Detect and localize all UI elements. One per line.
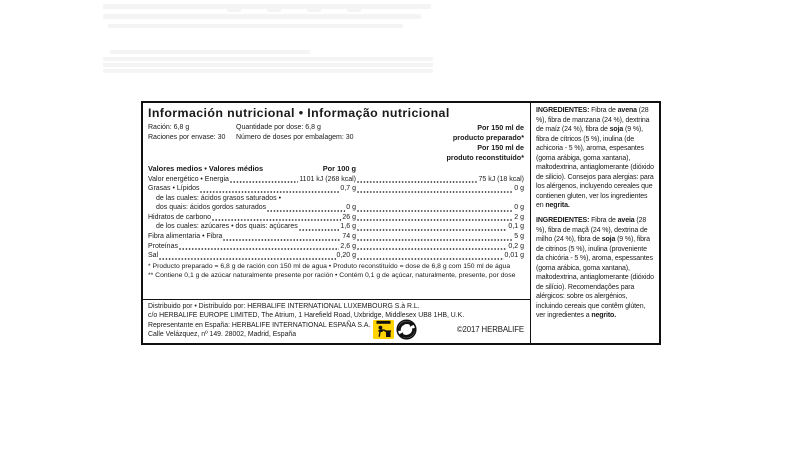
average-values-header: Valores medios • Valores médios [148,164,264,173]
servings-per-pack-pt: Número de doses por embalagem: 30 [236,133,354,141]
nutrition-table [143,175,530,261]
serving-size-pt: Quantidade por dose: 6,8 g [236,124,321,131]
per-150ml-line: Por 150 ml de [477,142,524,152]
per-100g-column-header: Por 100 g [322,164,356,173]
value-per-150ml: 0,01 g [504,252,524,260]
ingredients-pt: INGREDIENTES: Fibra de aveia (28 %), fibra de maçã (24 %), dextrina de milho (24 %), fibra de soja (9 %), fibra de citrinos (5 %), inulina (proveniente da chicória - 5 %), aroma, espessantes (goma arábica, goma xantana), maltodextrina, antiaglomerante (dióxido de silício). Recomendações para alérgicos: sobre os alergénios, incluindo cereais que contêm glúten, ver ingredientes a negrito. [536,217,654,320]
nutrient-label: Sal [148,252,159,260]
servings-per-pack-es: Raciones por envase: 30 [148,133,226,141]
serving-size-es: Ración: 6,8 g [148,124,190,131]
value-per-100g: 0,7 g [340,185,356,193]
nutrition-row [143,242,530,252]
value-per-100g: 1,6 g [340,223,356,231]
footnotes [148,262,524,281]
nutrient-label: Proteínas [148,242,178,250]
nutrition-facts-column [143,103,531,343]
nutrient-label: Hidratos de carbono [148,213,212,221]
distributor-line: c/o HERBALIFE EUROPE LIMITED, The Atrium, 1 Harefield Road, Uxbridge, Middlesex UB8 1HB, U.K. [148,312,465,320]
value-per-100g: 1101 kJ (268 kcal) [299,175,356,183]
per-150ml-column-header [447,123,524,163]
nutrient-label: Grasas • Lípidos [148,185,200,193]
nutrient-label: de las cuales: ácidos grasos saturados • [156,194,282,202]
value-per-100g: 2,6 g [340,242,356,250]
label-title: Información nutricional • Informação nutricional [148,106,450,120]
ingredients-es: INGREDIENTES: Fibra de avena (28 %), fibra de manzana (24 %), dextrina de maíz (24 %), fibra de soja (9 %), fibra de cítricos (5 %), inulina (de achicoria - 5 %), aroma, espesantes (goma arábiga, goma xantana), maltodextrina, antiaglomerante (dióxido de silicio). Consejos para alergias: para los alérgenos, incluyendo cereales que contienen gluten, ver los ingredientes en negrita. [536,107,654,210]
nutrition-row [143,194,530,204]
nutrition-label [141,101,661,345]
per-150ml-line: producto preparado* [452,132,524,142]
faded-print-artifact [0,0,800,80]
distributor-line: Calle Velázquez, nº 149. 28002, Madrid, España [148,331,297,339]
value-per-100g: 26 g [342,213,356,221]
distributor-line: Representante en España: HERBALIFE INTERNATIONAL ESPAÑA S.A. [148,321,371,329]
value-per-100g: 0,20 g [336,252,356,260]
nutrient-label: dos quais: ácidos gordos saturados [156,204,267,212]
serving-info [148,123,524,163]
nutrient-label: Valor energético • Energia [148,175,229,183]
value-per-100g: 74 g [342,233,356,241]
table-header-row [143,163,530,175]
nutrition-row [143,203,530,213]
nutrition-row [143,232,530,242]
recicla-tidyman-logo [373,320,394,339]
value-per-150ml: 0,2 g [508,242,524,250]
value-per-150ml: 0 g [514,185,524,193]
per-150ml-line: produto reconstituído* [446,152,524,162]
nutrient-label: Fibra alimentaria • Fibra [148,233,223,241]
value-per-150ml: 2 g [514,213,524,221]
nutrition-row [143,213,530,223]
value-per-150ml: 0 g [514,204,524,212]
value-per-150ml: 75 kJ (18 kcal) [478,175,524,183]
footnote-prepared-product: * Producto preparado = 6,8 g de ración con 150 ml de agua • Produto reconstituído = dose de 6,8 g com 150 ml de água [148,262,511,270]
nutrition-row [143,184,530,194]
nutrition-row [143,222,530,232]
distributor-section [143,299,530,343]
certification-logos [373,319,524,340]
nutrition-row [143,175,530,185]
per-150ml-line: Por 150 ml de [477,123,524,132]
distributor-line: Distribuido por • Distribuído por: HERBALIFE INTERNATIONAL LUXEMBOURG S.à R.L. [148,302,420,310]
value-per-150ml: 5 g [514,233,524,241]
copyright-text: ©2017 HERBALIFE [456,324,524,334]
footnote-natural-sugar: ** Contiene 0,1 g de azúcar naturalmente presente por ración • Contém 0,1 g de açúcar, naturalmente, presente, por dose [148,272,516,280]
green-dot-logo [396,319,417,340]
ingredients-column [531,103,659,343]
value-per-100g: 0 g [346,204,356,212]
value-per-150ml: 0,1 g [508,223,524,231]
nutrition-row [143,251,530,261]
nutrient-label: de los cuales: azúcares • dos quais: açúcares [156,223,298,231]
